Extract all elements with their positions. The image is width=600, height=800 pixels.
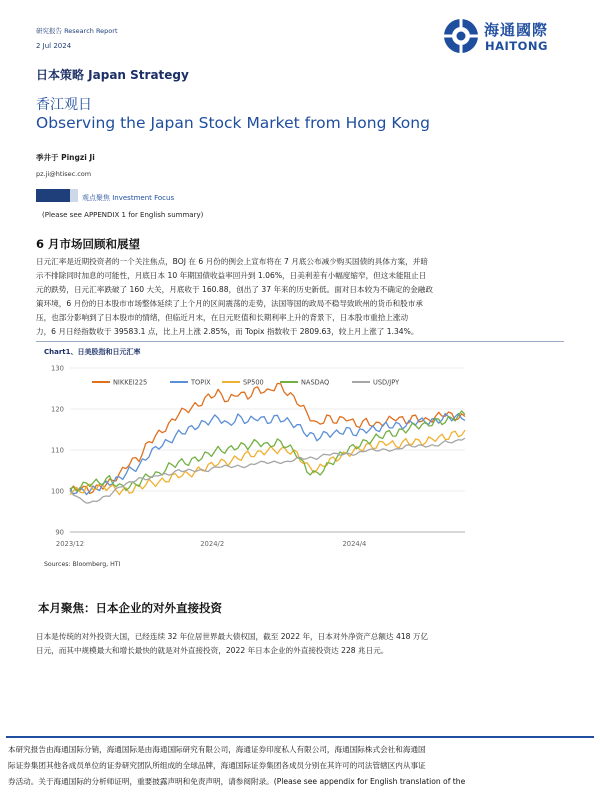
legend-label: NIKKEI225 — [113, 378, 148, 387]
y-tick-label: 130 — [51, 364, 64, 373]
y-tick-label: 90 — [55, 528, 64, 537]
title-cn: 香江观日 — [36, 97, 92, 113]
logo-cn-text: 海通國際 — [484, 21, 549, 39]
x-tick-label: 2023/12 — [55, 540, 85, 548]
chart-svg — [40, 360, 470, 548]
section2-line: 日元，而其中规模最大和增长最快的就是对外直接投资，2022 年日本企业的外直接投资达 228 兆日元。 — [36, 646, 389, 655]
legend-label: SP500 — [243, 378, 264, 387]
title-en: Observing the Japan Stock Market from Hong Kong — [36, 114, 430, 132]
footer-line: 际证券集团其他各成员单位的证券研究团队所组成的全球品牌，海通国际证券集团各成员分别在其许可的司法管辖区内从事证 — [8, 761, 426, 770]
chart-top-rule — [36, 341, 564, 342]
report-type: 研究报告 Research Report — [36, 27, 118, 35]
chart-label: Chart1、日美股指和日元汇率 — [44, 348, 141, 356]
legend-label: TOPIX — [191, 378, 211, 387]
haitong-logo — [443, 16, 573, 56]
series-title: 日本策略 Japan Strategy — [36, 68, 189, 82]
analyst-email[interactable]: pz.ji@htisec.com — [36, 170, 92, 178]
footer-disclaimer — [8, 742, 596, 790]
footer-rule — [6, 736, 594, 738]
x-tick-label: 2024/2 — [200, 540, 225, 548]
legend-label: USD/JPY — [373, 378, 400, 387]
section1-line: 日元汇率是近期投资者的一个关注焦点，BOJ 在 6 月份的例会上宣布将在 7 月底公布减少购买国债的具体方案，并暗 — [36, 257, 428, 266]
section2-line: 日本是传统的对外投资大国，已经连续 32 年位居世界最大债权国，截至 2022 年，日本对外净资产总额达 418 万亿 — [36, 632, 429, 641]
chart-legend — [92, 379, 400, 387]
section2-body — [36, 630, 564, 658]
report-date: 2 Jul 2024 — [36, 42, 72, 50]
y-tick-label: 100 — [51, 487, 64, 496]
chart-lines — [70, 383, 465, 503]
focus-bar — [36, 189, 70, 202]
section2-heading: 本月聚焦：日本企业的对外直接投资 — [38, 601, 222, 615]
appendix-note: (Please see APPENDIX 1 for English summary) — [42, 211, 204, 219]
y-tick-label: 110 — [51, 446, 64, 455]
series-line-sp500 — [70, 430, 465, 495]
focus-bar-accent — [70, 189, 78, 202]
section1-line: 力，6 月日经指数收于 39583.1 点，比上月上涨 2.85%，而 Topix 指数收于 2809.63，较上月上涨了 1.34%。 — [36, 327, 419, 336]
section1-heading: 6 月市场回顾和展望 — [36, 237, 141, 251]
haitong-logo-icon — [443, 18, 479, 54]
focus-label: 观点聚焦 Investment Focus — [82, 194, 175, 202]
section1-line: 策环境，6 月份的日本股市市场整体延续了上个月的区间震荡的走势，法国等国的政局不稳导致欧州的货币和股市承 — [36, 299, 423, 308]
footer-line: 券活动。关于海通国际的分析师证明，重要披露声明和免责声明，请参阅附录。(Please see appendix for English translation of the — [8, 777, 466, 786]
y-tick-label: 120 — [51, 405, 64, 414]
section1-line: 压，也部分影响到了日本股市的情绪，但临近月末，在日元贬值和长期利率上升的背景下，日本股市重拾上涨动 — [36, 313, 409, 322]
section1-line: 示不排除同时加息的可能性，月底日本 10 年期国债收益率回升到 1.06%，日美利差有小幅度缩窄，但这未能阻止日 — [36, 271, 427, 280]
chart-source: Sources: Bloomberg, HTI — [44, 561, 121, 568]
footer-line: 本研究报告由海通国际分销，海通国际是由海通国际研究有限公司，海通证券印度私人有限公司，海通国际株式会社和海通国 — [8, 745, 426, 754]
legend-label: NASDAQ — [301, 378, 330, 387]
chart-grid — [51, 365, 465, 549]
analyst-name: 季井于 Pingzi Ji — [36, 153, 95, 162]
logo-en-text: HAITONG — [485, 39, 548, 53]
section1-line: 元的跌势，日元汇率跌破了 160 大关，月底收于 160.88，创出了 37 年来的历史新低。面对日本较为不确定的金融政 — [36, 285, 433, 294]
x-tick-label: 2024/4 — [342, 540, 367, 548]
section1-body — [36, 255, 564, 339]
